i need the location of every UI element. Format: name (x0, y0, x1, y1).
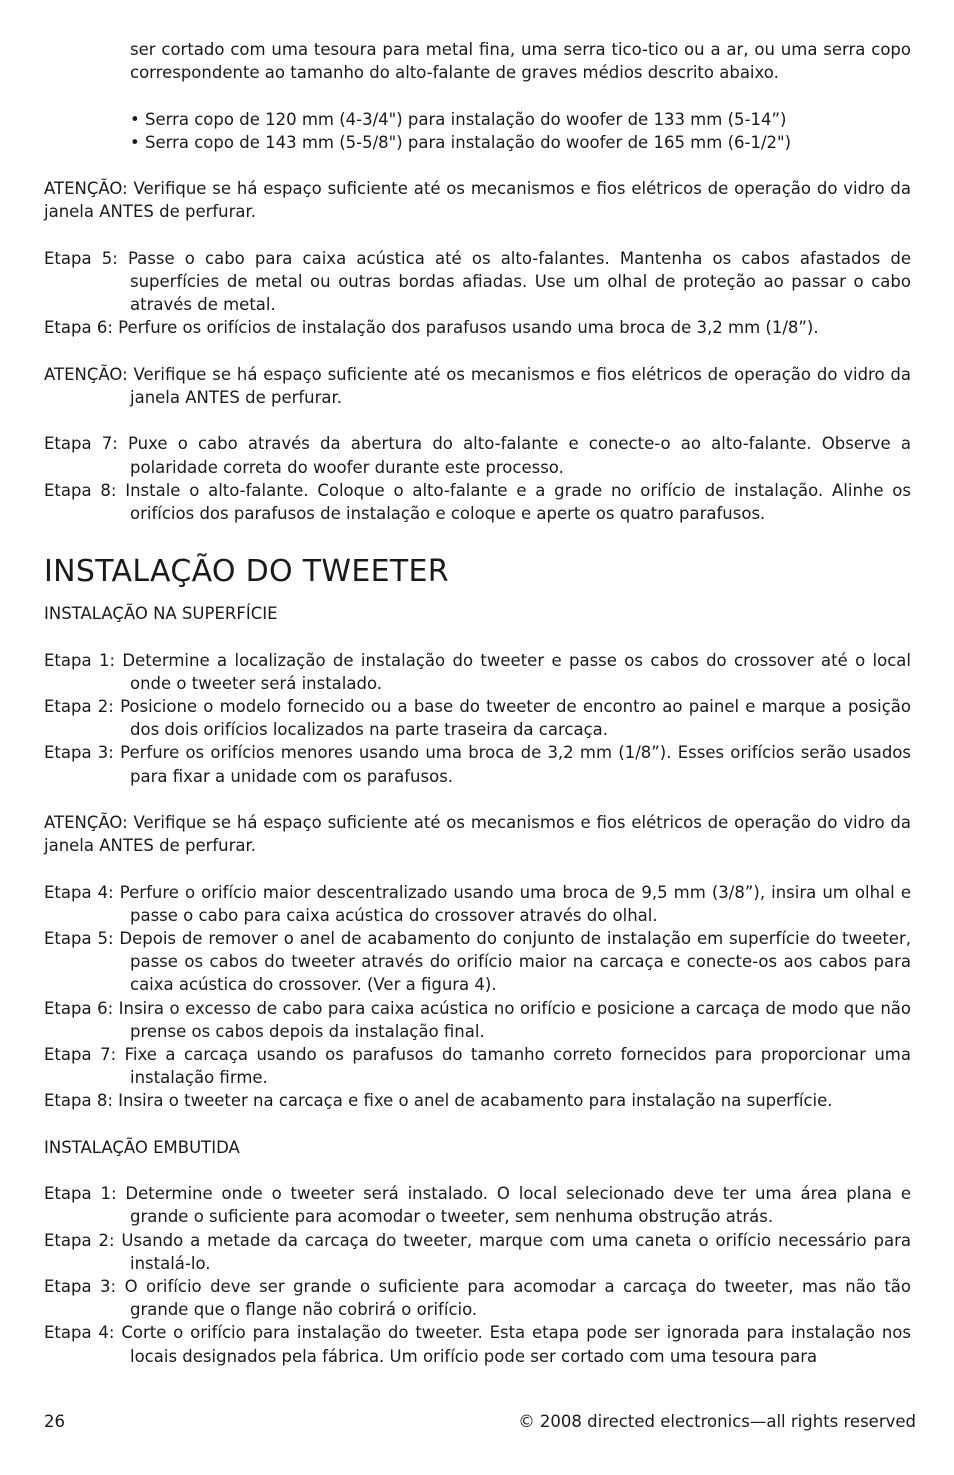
continuation-paragraph: ser cortado com uma tesoura para metal fina, uma serra tico-tico ou a ar, ou uma serra copo correspondente ao tamanho do alto-falante de graves médios descrito abaixo. (130, 40, 911, 83)
bullet-item: • Serra copo de 120 mm (4-3/4") para instalação do woofer de 133 mm (5-14”) (130, 109, 787, 129)
subsection-heading: INSTALAÇÃO EMBUTIDA (44, 1137, 240, 1157)
page-body (44, 38, 911, 1368)
step-item: Etapa 1: Determine onde o tweeter será instalado. O local selecionado deve ter uma área plana e grande o suficiente para acomodar o tweeter, sem nenhuma obstrução atrás. (44, 1184, 911, 1227)
step-item: Etapa 5: Passe o cabo para caixa acústica até os alto-falantes. Mantenha os cabos afastados de superfícies de metal ou outras bordas afiadas. Use um olhal de proteção ao passar o cabo através de metal. (44, 248, 911, 315)
page-number: 26 (44, 1412, 65, 1431)
step-item: Etapa 3: O orifício deve ser grande o suficiente para acomodar a carcaça do tweeter, mas não tão grande que o flange não cobrirá o orifício. (44, 1277, 911, 1320)
step-item: Etapa 6: Insira o excesso de cabo para caixa acústica no orifício e posicione a carcaça de modo que não prense os cabos depois da instalação final. (44, 998, 911, 1041)
step-item: Etapa 2: Usando a metade da carcaça do tweeter, marque com uma caneta o orifício necessário para instalá-lo. (44, 1230, 911, 1273)
subsection-heading: INSTALAÇÃO NA SUPERFÍCIE (44, 604, 278, 624)
step-item: Etapa 7: Puxe o cabo através da abertura do alto-falante e conecte-o ao alto-falante. Observe a polaridade correta do woofer durante este processo. (44, 434, 911, 477)
step-item: Etapa 4: Perfure o orifício maior descentralizado usando uma broca de 9,5 mm (3/8”), insira um olhal e passe o cabo para caixa acústica do crossover através do olhal. (44, 882, 911, 925)
step-item: Etapa 5: Depois de remover o anel de acabamento do conjunto de instalação em superfície do tweeter, passe os cabos do tweeter através do orifício maior na carcaça e conecte-os aos cabos para caixa acústica do crossover. (Ver a figura 4). (44, 928, 911, 995)
attention-note: ATENÇÃO: Verifique se há espaço suficiente até os mecanismos e fios elétricos de operação do vidro da janela ANTES de perfurar. (44, 812, 911, 856)
section-heading: INSTALAÇÃO DO TWEETER (44, 554, 449, 590)
step-item: Etapa 8: Instale o alto-falante. Coloque o alto-falante e a grade no orifício de instalação. Alinhe os orifícios dos parafusos de instalação e coloque e aperte os quatro parafusos. (44, 480, 911, 523)
attention-note: ATENÇÃO: Verifique se há espaço suficiente até os mecanismos e fios elétricos de operação do vidro da janela ANTES de perfurar. (44, 179, 911, 222)
step-item: Etapa 3: Perfure os orifícios menores usando uma broca de 3,2 mm (1/8”). Esses orifícios serão usados para fixar a unidade com os parafusos. (44, 743, 911, 786)
step-item: Etapa 4: Corte o orifício para instalação do tweeter. Esta etapa pode ser ignorada para instalação nos locais designados pela fábrica. Um orifício pode ser cortado com uma tesoura para (44, 1323, 911, 1366)
step-item: Etapa 1: Determine a localização de instalação do tweeter e passe os cabos do crossover até o local onde o tweeter será instalado. (44, 650, 911, 693)
step-item: Etapa 8: Insira o tweeter na carcaça e fixe o anel de acabamento para instalação na superfície. (44, 1091, 833, 1111)
attention-note: ATENÇÃO: Verifique se há espaço suficiente até os mecanismos e fios elétricos de operação do vidro da janela ANTES de perfurar. (44, 364, 911, 407)
step-item: Etapa 6: Perfure os orifícios de instalação dos parafusos usando uma broca de 3,2 mm (1/8”). (44, 318, 819, 338)
bullet-item: • Serra copo de 143 mm (5-5/8") para instalação do woofer de 165 mm (6-1/2") (130, 132, 792, 152)
copyright-notice: © 2008 directed electronics—all rights reserved (518, 1412, 916, 1431)
step-item: Etapa 7: Fixe a carcaça usando os parafusos do tamanho correto fornecidos para proporcionar uma instalação firme. (44, 1045, 911, 1088)
step-item: Etapa 2: Posicione o modelo fornecido ou a base do tweeter de encontro ao painel e marque a posição dos dois orifícios localizados na parte traseira da carcaça. (44, 696, 911, 740)
